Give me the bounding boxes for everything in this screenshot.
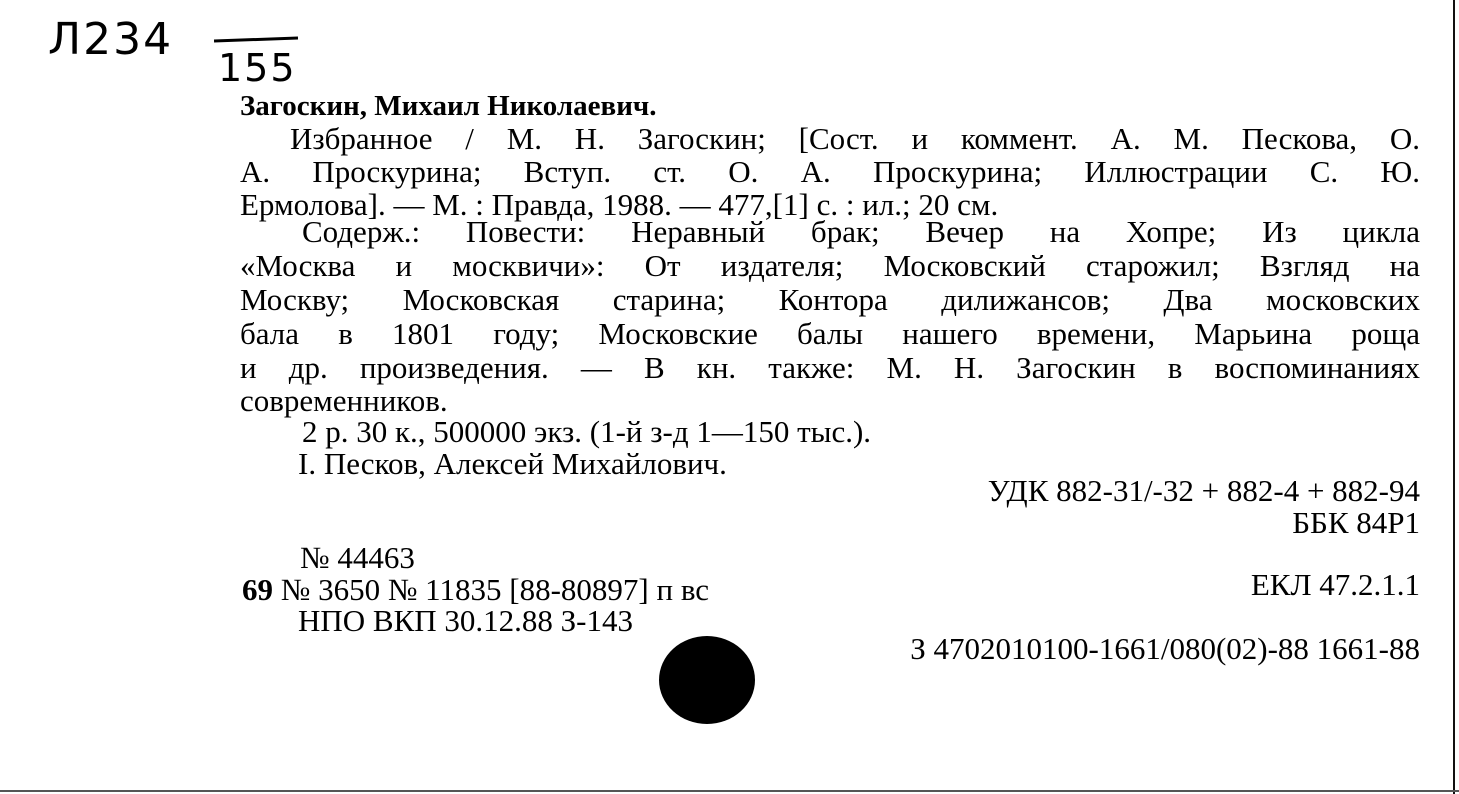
order-line	[242, 573, 709, 606]
contents-line-5: и др. произведения. — В кн. также: М. Н. Загоскин в воспоминаниях	[240, 350, 1420, 385]
card-right-edge	[1453, 0, 1455, 794]
handwritten-number: 155	[218, 46, 297, 90]
title-line-1: Избранное / М. Н. Загоскин; [Сост. и коммент. А. М. Пескова, О.	[290, 121, 1420, 156]
ekl-code: ЕКЛ 47.2.1.1	[1250, 567, 1420, 602]
bbk-code: ББК 84Р1	[1292, 505, 1420, 540]
card-bottom-edge	[0, 790, 1459, 792]
catalog-code: З 4702010100-1661/080(02)-88 1661-88	[910, 631, 1420, 666]
price-line: 2 р. 30 к., 500000 экз. (1-й з-д 1—150 тыс.).	[302, 414, 872, 449]
handwritten-shelfmark: Л234	[48, 14, 174, 65]
order-details: № 3650 № 11835 [88-80897] п вс	[280, 572, 710, 607]
udk-code: УДК 882-31/-32 + 882-4 + 882-94	[987, 473, 1420, 508]
punch-hole	[659, 636, 755, 724]
contents-line-4: бала в 1801 году; Московские балы нашего времени, Марьина роща	[240, 316, 1420, 351]
contents-line-1: Содерж.: Повести: Неравный брак; Вечер на Хопре; Из цикла	[302, 214, 1420, 249]
registration-number: № 44463	[300, 540, 415, 575]
order-lead-number: 69	[242, 572, 273, 607]
title-line-2: А. Проскурина; Вступ. ст. О. А. Проскурина; Иллюстрации С. Ю.	[240, 154, 1420, 189]
handwritten-fraction-bar	[214, 37, 298, 43]
added-entry: I. Песков, Алексей Михайлович.	[298, 446, 727, 481]
author-heading: Загоскин, Михаил Николаевич.	[240, 90, 657, 122]
contents-line-3: Москву; Московская старина; Контора дилижансов; Два московских	[240, 282, 1420, 317]
contents-line-6: современников.	[240, 383, 448, 418]
npo-line: НПО ВКП 30.12.88 З-143	[298, 603, 634, 638]
title-line-3: Ермолова]. — М. : Правда, 1988. — 477,[1] с. : ил.; 20 см.	[240, 187, 999, 222]
contents-line-2: «Москва и москвичи»: От издателя; Московский старожил; Взгляд на	[240, 248, 1420, 283]
